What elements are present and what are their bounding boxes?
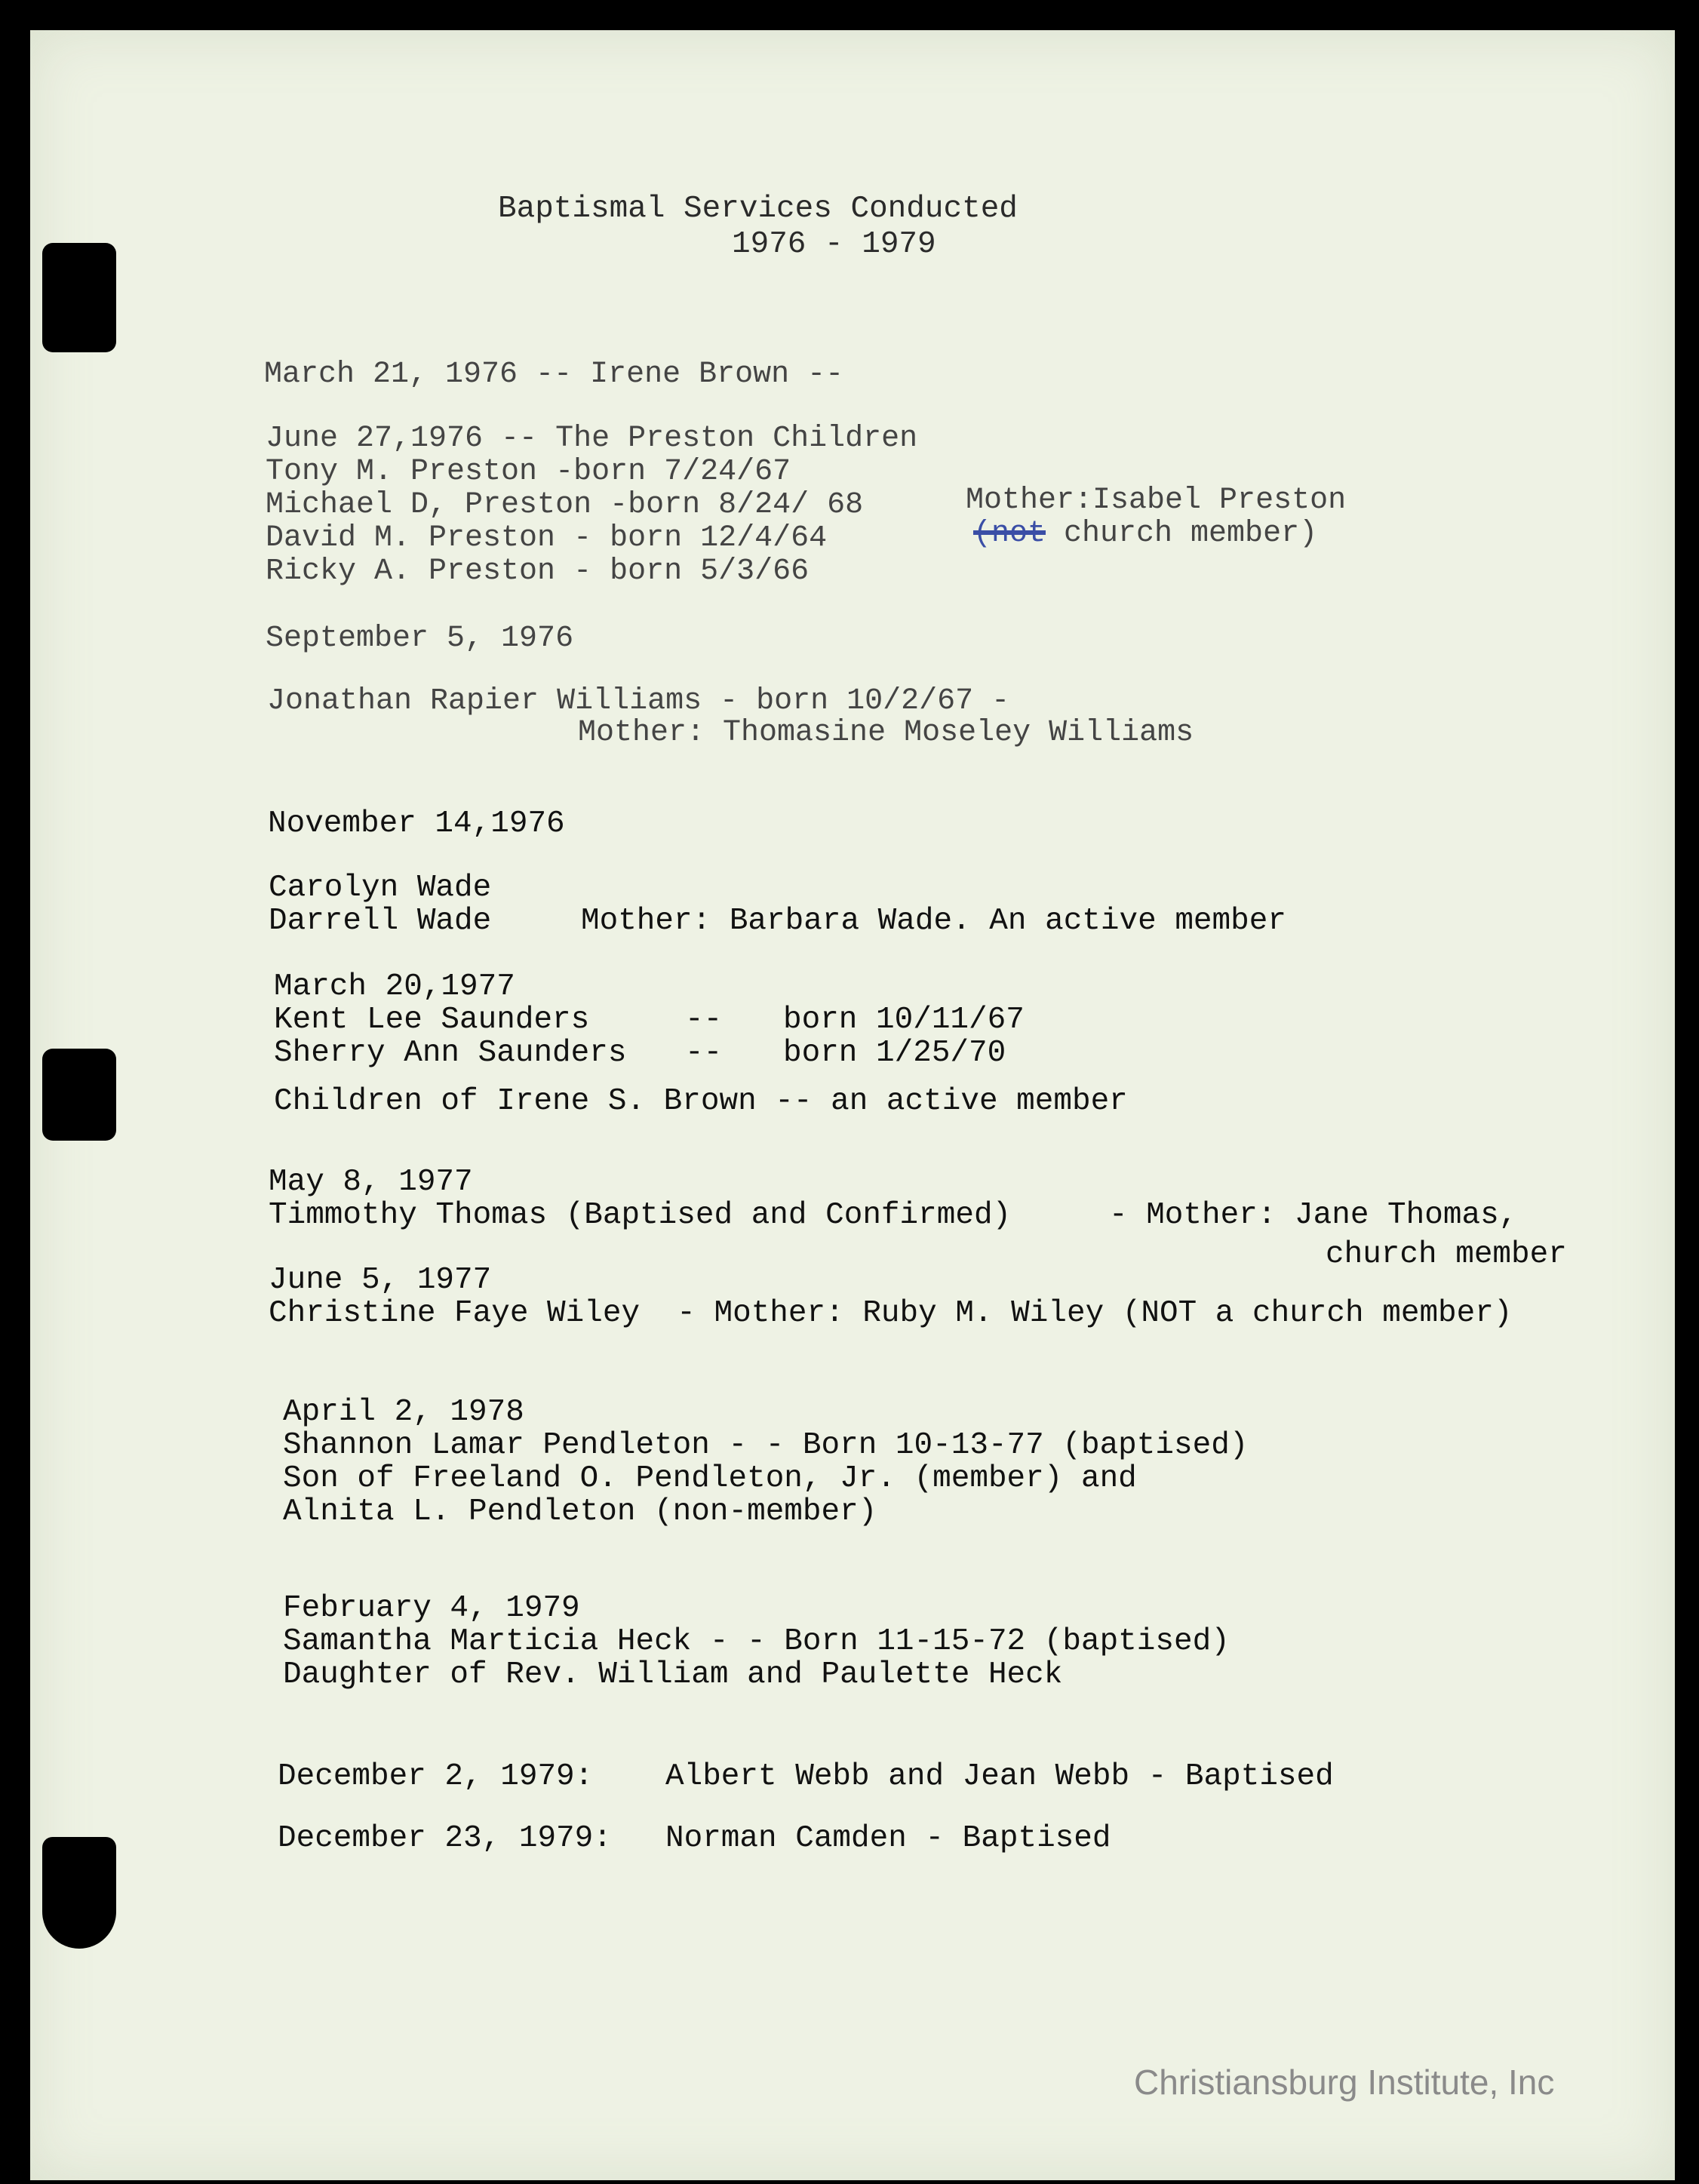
punch-hole [42, 243, 116, 352]
entry-line: Kent Lee Saunders [274, 1003, 590, 1037]
entry-line [973, 518, 1317, 551]
entry-line: September 5, 1976 [266, 622, 574, 656]
entry-line: -- [685, 1036, 723, 1070]
entry-line: April 2, 1978 [283, 1395, 524, 1430]
watermark: Christiansburg Institute, Inc [1134, 2063, 1555, 2102]
entry-line: Son of Freeland O. Pendleton, Jr. (member) and [283, 1461, 1137, 1496]
entry-line: Christine Faye Wiley - Mother: Ruby M. Wiley (NOT a church member) [269, 1296, 1513, 1331]
entry-line: Mother:Isabel Preston [966, 484, 1347, 518]
entry-line: June 27,1976 -- The Preston Children [266, 422, 918, 456]
entry-line: February 4, 1979 [283, 1591, 580, 1626]
entry-line: -- [685, 1003, 723, 1037]
entry-line: church member) [1046, 517, 1318, 551]
entry-line: Alnita L. Pendleton (non-member) [283, 1494, 877, 1529]
entry-line: Jonathan Rapier Williams - born 10/2/67 - [267, 684, 1010, 718]
entry-line: Darrell Wade [269, 904, 492, 938]
entry-line: Ricky A. Preston - born 5/3/66 [266, 554, 810, 588]
punch-hole [42, 1837, 116, 1949]
entry-line: born 10/11/67 [783, 1003, 1025, 1037]
entry-line: Mother: Barbara Wade. An active member [581, 904, 1286, 938]
entry-line: June 5, 1977 [269, 1263, 492, 1298]
punch-hole [42, 1049, 116, 1141]
entry-line: Samantha Marticia Heck - - Born 11-15-72 (baptised) [283, 1624, 1230, 1659]
entry-line: May 8, 1977 [269, 1165, 473, 1200]
entry-line: Michael D, Preston -born 8/24/ 68 [266, 488, 864, 522]
entry-line: David M. Preston - born 12/4/64 [266, 521, 828, 555]
entry-line: Mother: Thomasine Moseley Williams [578, 716, 1194, 750]
entry-line: November 14,1976 [268, 806, 565, 841]
struck-text: (not [973, 517, 1046, 551]
entry-line: Tony M. Preston -born 7/24/67 [266, 455, 791, 489]
entry-line: March 20,1977 [274, 969, 515, 1004]
entry-line: Carolyn Wade [269, 871, 492, 905]
entry-line: Daughter of Rev. William and Paulette Heck [283, 1657, 1063, 1692]
entry-line: Shannon Lamar Pendleton - - Born 10-13-77 (baptised) [283, 1428, 1249, 1463]
entry-line: March 21, 1976 -- Irene Brown -- [264, 358, 844, 392]
entry-line: born 1/25/70 [783, 1036, 1006, 1070]
entry-line: church member [1326, 1237, 1567, 1272]
entry-line: Sherry Ann Saunders [274, 1036, 627, 1070]
document-years: 1976 - 1979 [732, 227, 936, 262]
entry-line: Timmothy Thomas (Baptised and Confirmed) [269, 1198, 1012, 1233]
document-title: Baptismal Services Conducted [498, 192, 1018, 226]
entry-line: Albert Webb and Jean Webb - Baptised [665, 1759, 1334, 1794]
entry-line: Norman Camden - Baptised [665, 1821, 1111, 1856]
entry-line: December 23, 1979: [278, 1821, 612, 1856]
entry-line: Children of Irene S. Brown -- an active member [274, 1084, 1128, 1119]
entry-line: December 2, 1979: [278, 1759, 594, 1794]
entry-line: - Mother: Jane Thomas, [1109, 1198, 1518, 1233]
